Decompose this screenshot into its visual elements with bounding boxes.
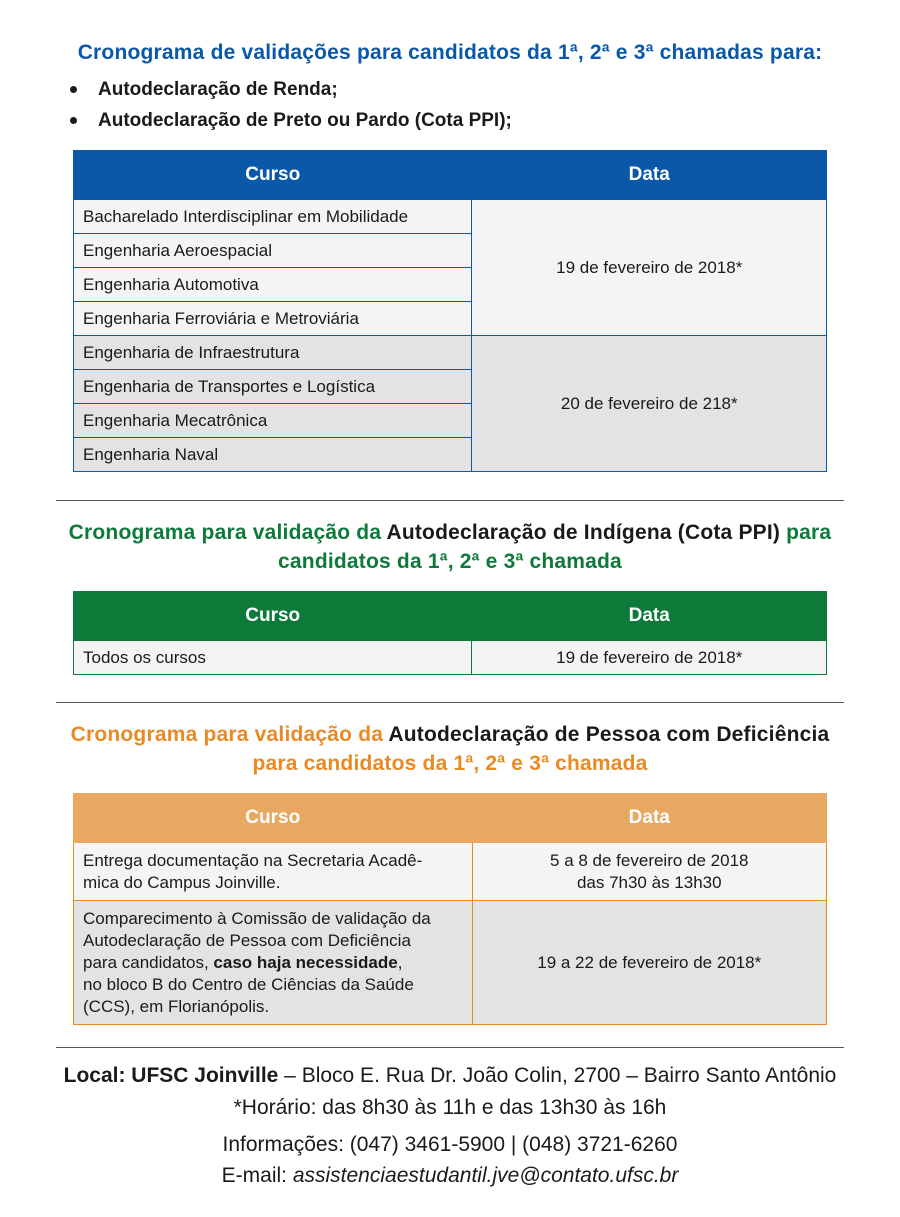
- course-cell: Engenharia Naval: [74, 438, 472, 472]
- bullet-dot-icon: [70, 117, 77, 124]
- column-header-data: Data: [472, 151, 827, 200]
- divider: [56, 702, 844, 703]
- course-text: para candidatos,: [83, 952, 214, 972]
- course-cell: Engenharia Aeroespacial: [74, 234, 472, 268]
- date-cell: 19 de fevereiro de 2018*: [472, 200, 827, 336]
- bullet-item: [62, 74, 512, 105]
- table-row: [74, 843, 827, 901]
- column-header-data: Data: [472, 592, 827, 641]
- footer-email: [0, 1164, 900, 1188]
- column-header-curso: Curso: [74, 151, 472, 200]
- bullet-text: Autodeclaração de Renda;: [98, 79, 338, 100]
- course-cell: Engenharia Ferroviária e Metroviária: [74, 302, 472, 336]
- divider: [56, 500, 844, 501]
- course-text: Comparecimento à Comissão de validação da: [83, 908, 431, 928]
- date-cell: [472, 843, 826, 901]
- section3-title-text: Cronograma para validação da: [70, 723, 389, 746]
- section1-title: Cronograma de validações para candidatos da 1ª, 2ª e 3ª chamadas para:: [77, 41, 823, 64]
- course-text: (CCS), em Florianópolis.: [83, 996, 270, 1016]
- section2-title-line2: candidatos da 1ª, 2ª e 3ª chamada: [278, 550, 622, 573]
- footer-local: [0, 1064, 900, 1088]
- column-header-data: Data: [472, 794, 826, 843]
- course-text: Entrega documentação na Secretaria Acadê-: [83, 850, 423, 870]
- footer-local-address: – Bloco E. Rua Dr. João Colin, 2700 – Bairro Santo Antônio: [278, 1064, 837, 1087]
- table-row: [74, 200, 827, 234]
- course-cell: Engenharia Automotiva: [74, 268, 472, 302]
- section2-title-highlight: Autodeclaração de Indígena (Cota PPI): [386, 521, 781, 544]
- course-cell: Engenharia de Infraestrutura: [74, 336, 472, 370]
- date-cell: 19 a 22 de fevereiro de 2018*: [472, 901, 826, 1025]
- course-text: ,: [397, 952, 403, 972]
- footer-local-label: Local: UFSC Joinville: [63, 1064, 279, 1087]
- footer-informacoes: Informações: (047) 3461-5900 | (048) 3721-6260: [222, 1133, 678, 1156]
- bullet-item: [62, 105, 512, 136]
- course-cell: Bacharelado Interdisciplinar em Mobilidade: [74, 200, 472, 234]
- schedule-table-deficiencia: [73, 793, 827, 1025]
- divider: [56, 1047, 844, 1048]
- course-cell: Todos os cursos: [74, 641, 472, 675]
- section2-title-text: Cronograma para validação da: [68, 521, 387, 544]
- footer-horario: *Horário: das 8h30 às 11h e das 13h30 às 16h: [233, 1096, 667, 1119]
- course-cell: Engenharia Mecatrônica: [74, 404, 472, 438]
- section3-title-line2: para candidatos da 1ª, 2ª e 3ª chamada: [252, 752, 648, 775]
- course-text: mica do Campus Joinville.: [83, 872, 281, 892]
- section3-title-highlight: Autodeclaração de Pessoa com Deficiência: [388, 723, 830, 746]
- section2-title: [0, 518, 900, 576]
- date-text: das 7h30 às 13h30: [576, 872, 722, 892]
- date-cell: 19 de fevereiro de 2018*: [472, 641, 827, 675]
- footer-email-link[interactable]: assistenciaestudantil.jve@contato.ufsc.br: [292, 1164, 679, 1187]
- bullet-dot-icon: [70, 86, 77, 93]
- schedule-table-indigena: [73, 591, 827, 675]
- section3-title: [0, 720, 900, 778]
- course-cell: [74, 901, 473, 1025]
- course-cell: Engenharia de Transportes e Logística: [74, 370, 472, 404]
- table-row: [74, 641, 827, 675]
- course-text: no bloco B do Centro de Ciências da Saúde: [83, 974, 414, 994]
- date-text: 5 a 8 de fevereiro de 2018: [550, 850, 749, 870]
- bullet-list: [62, 74, 512, 136]
- table-row: [74, 336, 827, 370]
- footer-email-label: E-mail:: [221, 1164, 293, 1187]
- column-header-curso: Curso: [74, 592, 472, 641]
- course-text-emphasis: caso haja necessidade: [213, 952, 398, 972]
- table-row: [74, 901, 827, 1025]
- section2-title-text: para: [780, 521, 832, 544]
- date-cell: 20 de fevereiro de 218*: [472, 336, 827, 472]
- bullet-text: Autodeclaração de Preto ou Pardo (Cota PPI);: [98, 110, 512, 131]
- course-cell: [74, 843, 473, 901]
- column-header-curso: Curso: [74, 794, 473, 843]
- schedule-table-renda-ppi: [73, 150, 827, 472]
- course-text: Autodeclaração de Pessoa com Deficiência: [83, 930, 411, 950]
